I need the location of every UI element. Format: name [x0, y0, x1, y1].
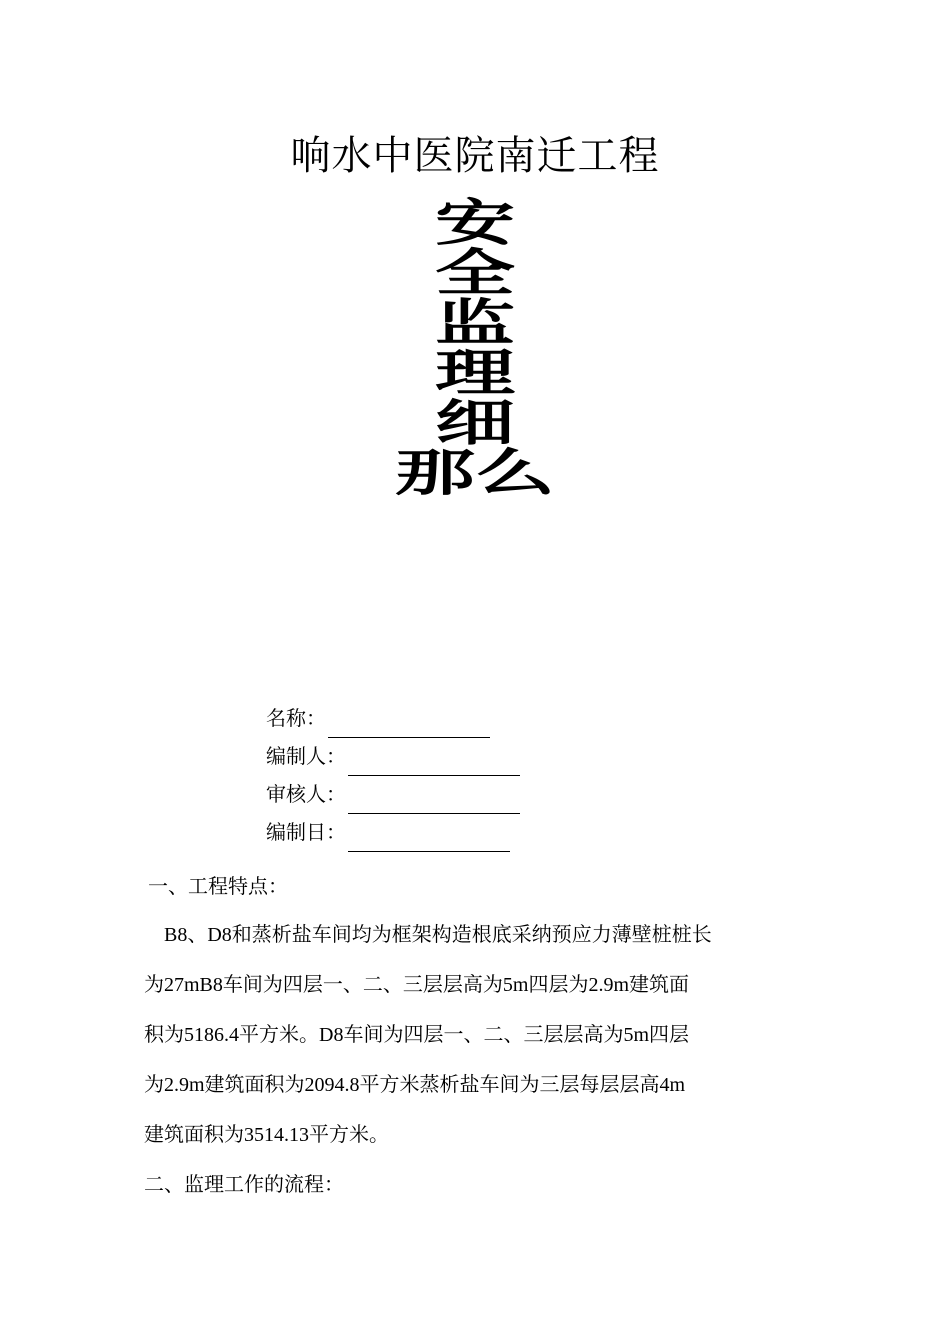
field-name: [266, 700, 520, 738]
main-title-line: 那么: [395, 444, 555, 502]
section-body: [144, 910, 794, 1160]
field-reviewer: [266, 776, 520, 814]
reviewer-blank[interactable]: [348, 787, 520, 814]
section-heading-workflow: 二、监理工作的流程：: [144, 1174, 344, 1196]
main-title: [0, 194, 950, 502]
date-blank[interactable]: [348, 825, 510, 852]
main-title-line: 理: [435, 344, 515, 402]
main-title-line: 安: [435, 194, 515, 252]
body-line: 建筑面积为3514.13平方米。: [144, 1124, 389, 1146]
project-title: 响水中医院南迁工程: [290, 133, 660, 179]
field-compiler: [266, 738, 520, 776]
field-label: 编制人：: [266, 746, 346, 768]
compiler-blank[interactable]: [348, 749, 520, 776]
main-title-line: 监: [435, 294, 515, 352]
body-line: B8、D8和蒸析盐车间均为框架构造根底采纳预应力薄壁桩桩长: [164, 924, 712, 946]
main-title-line: 全: [435, 244, 515, 302]
field-label: 名称：: [266, 708, 326, 730]
body-line: 为27mB8车间为四层一、二、三层层高为5m四层为2.9m建筑面: [144, 974, 690, 996]
field-label: 编制日：: [266, 822, 346, 844]
section-heading-project-features: 一、工程特点：: [148, 876, 288, 898]
field-label: 审核人：: [266, 784, 346, 806]
name-blank[interactable]: [328, 711, 490, 738]
body-line: 为2.9m建筑面积为2094.8平方米蒸析盐车间为三层每层层高4m: [144, 1074, 686, 1096]
body-line: 积为5186.4平方米。D8车间为四层一、二、三层层高为5m四层: [144, 1024, 689, 1046]
signature-fields: [266, 700, 520, 852]
main-title-line: 细: [435, 394, 515, 452]
field-date: [266, 814, 520, 852]
